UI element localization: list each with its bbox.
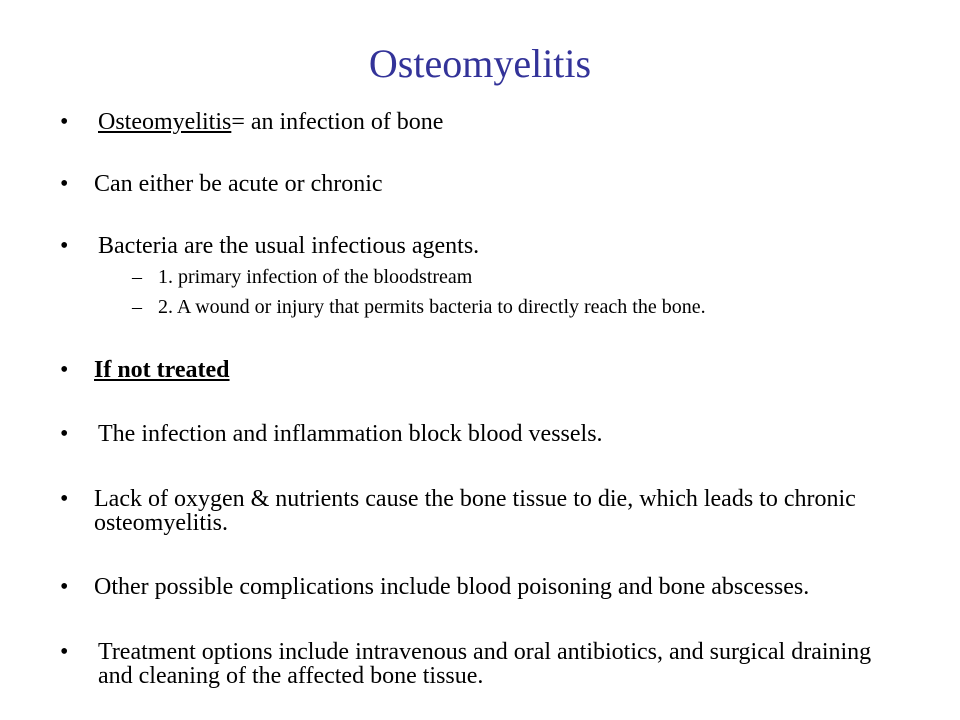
bullet-text: Bacteria are the usual infectious agents. [98, 233, 480, 259]
bullet-icon: • [60, 357, 69, 383]
bullet-lack-of-oxygen [60, 487, 900, 535]
term-osteomyelitis: Osteomyelitis [98, 109, 232, 135]
sub-bullet-text: 1. primary infection of the bloodstream [158, 266, 473, 288]
bullet-icon: • [60, 421, 69, 447]
sub-bullet-bloodstream [132, 266, 912, 288]
bullet-icon: • [60, 171, 69, 197]
sub-bullet-wound [132, 296, 912, 318]
bullet-blood-vessels [60, 422, 900, 446]
bullet-bacteria [60, 234, 900, 258]
bullet-icon: • [60, 574, 69, 600]
bullet-if-not-treated [60, 358, 900, 382]
bullet-text: The infection and inflammation block blood vessels. [98, 421, 603, 447]
bullet-text: Other possible complications include blood poisoning and bone abscesses. [94, 574, 810, 600]
bullet-acute-chronic [60, 172, 900, 196]
bullet-icon: • [60, 233, 69, 259]
bullet-icon: • [60, 109, 69, 135]
bullet-complications [60, 575, 900, 599]
bullet-definition [60, 110, 900, 134]
sub-bullet-text: 2. A wound or injury that permits bacteria to directly reach the bone. [158, 296, 706, 318]
bullet-text: Can either be acute or chronic [94, 171, 383, 197]
slide-title: Osteomyelitis [368, 41, 592, 86]
bullet-text [98, 110, 900, 134]
bullet-icon: • [60, 639, 69, 665]
bullet-text: Lack of oxygen & nutrients cause the bone tissue to die, which leads to chronic osteomyelitis. [94, 486, 856, 536]
dash-icon: – [132, 266, 142, 288]
bullet-treatment [60, 640, 900, 688]
dash-icon: – [132, 296, 142, 318]
bullet-icon: • [60, 486, 69, 512]
bullet-text: Treatment options include intravenous and oral antibiotics, and surgical draining and cleaning of the affected bone tissue. [98, 639, 872, 689]
bullet-text: If not treated [94, 357, 230, 383]
definition-text: = an infection of bone [231, 109, 444, 135]
